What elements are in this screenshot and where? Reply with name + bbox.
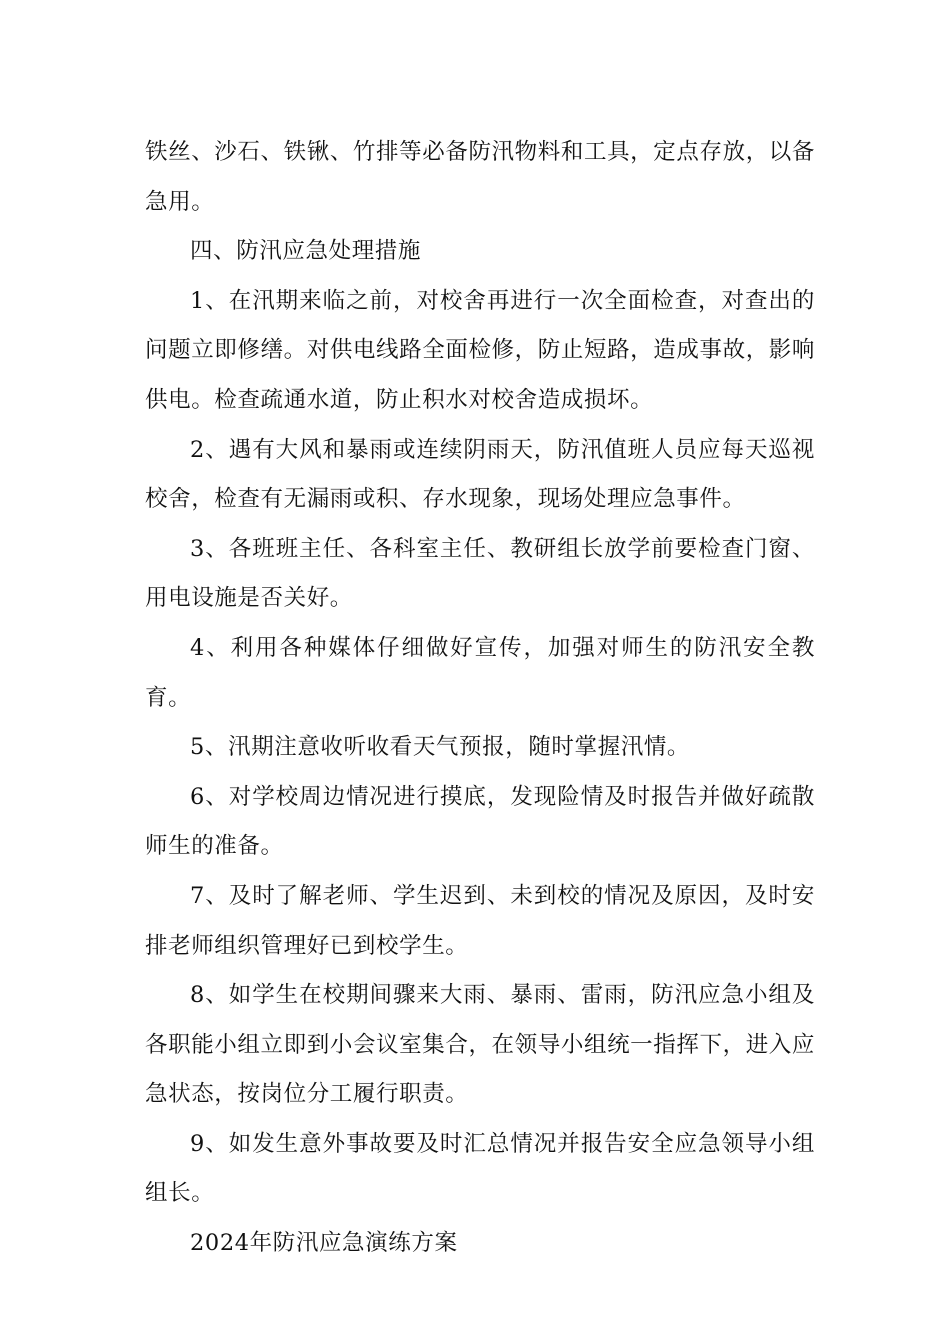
paragraph-item-9: 9、如发生意外事故要及时汇总情况并报告安全应急领导小组组长。 <box>145 1130 815 1207</box>
paragraph-item-3: 3、各班班主任、各科室主任、教研组长放学前要检查门窗、用电设施是否关好。 <box>145 535 815 612</box>
document-body <box>145 128 815 1269</box>
paragraph-item-2: 2、遇有大风和暴雨或连续阴雨天，防汛值班人员应每天巡视校舍，检查有无漏雨或积、存水现象，现场处理应急事件。 <box>145 436 815 513</box>
paragraph-materials: 铁丝、沙石、铁锹、竹排等必备防汛物料和工具，定点存放，以备急用。 <box>145 139 815 215</box>
paragraph-item-8: 8、如学生在校期间骤来大雨、暴雨、雷雨，防汛应急小组及各职能小组立即到小会议室集合，在领导小组统一指挥下，进入应急状态，按岗位分工履行职责。 <box>145 982 815 1108</box>
next-section-title: 2024年防汛应急演练方案 <box>190 1230 458 1257</box>
paragraph-item-4: 4、利用各种媒体仔细做好宣传，加强对师生的防汛安全教育。 <box>145 634 815 711</box>
paragraph-item-7: 7、及时了解老师、学生迟到、未到校的情况及原因，及时安排老师组织管理好已到校学生。 <box>145 882 815 959</box>
paragraph-item-5: 5、汛期注意收听收看天气预报，随时掌握汛情。 <box>190 734 691 761</box>
paragraph-item-6: 6、对学校周边情况进行摸底，发现险情及时报告并做好疏散师生的准备。 <box>145 783 815 860</box>
section-heading-emergency-measures: 四、防汛应急处理措施 <box>190 238 422 265</box>
paragraph-item-1: 1、在汛期来临之前，对校舍再进行一次全面检查，对查出的问题立即修缮。对供电线路全面检修，防止短路，造成事故，影响供电。检查疏通水道，防止积水对校舍造成损坏。 <box>145 287 815 413</box>
